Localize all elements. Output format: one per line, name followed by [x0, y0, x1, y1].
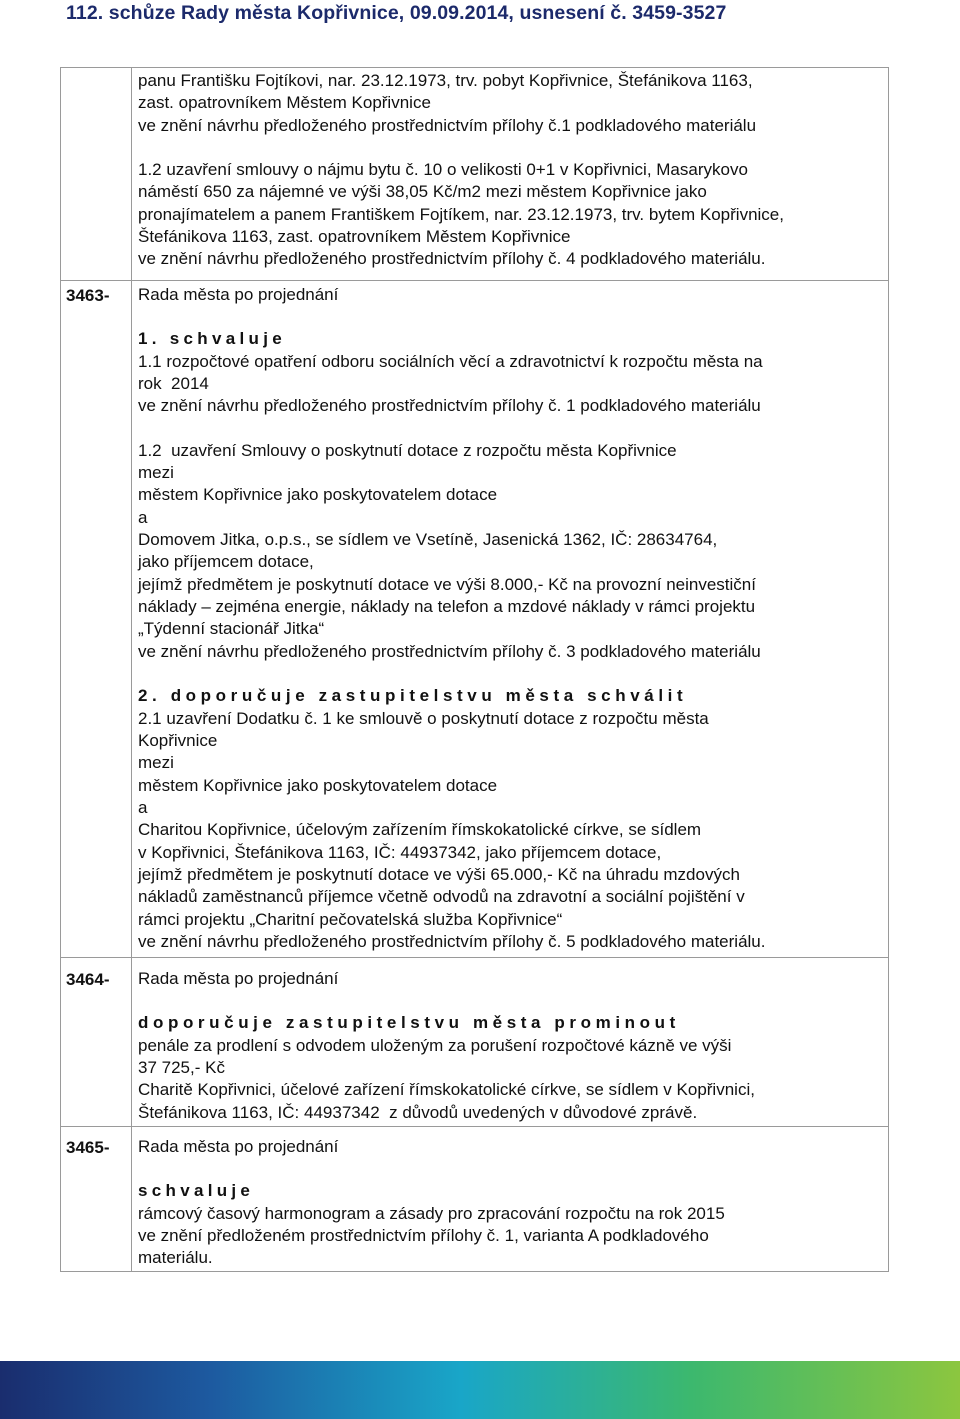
text-line: ve znění návrhu předloženého prostřednictvím přílohy č. 5 podkladového materiálu.	[138, 931, 766, 951]
resolution-number: 3465-	[66, 1138, 110, 1157]
resolution-3463	[138, 284, 886, 953]
row-divider	[60, 1126, 889, 1127]
text-line: ve znění návrhu předloženého prostřednictvím přílohy č. 1 podkladového materiálu	[138, 396, 761, 416]
text-line: 1.1 rozpočtové opatření odboru sociálních věcí a zdravotnictví k rozpočtu města na	[138, 351, 763, 371]
text-line: jejímž předmětem je poskytnutí dotace ve výši 65.000,- Kč na úhradu mzdových	[138, 864, 740, 884]
column-divider	[131, 67, 132, 1272]
text-line: pronajímatelem a panem Františkem Fojtíkem, nar. 23.12.1973, trv. bytem Kopřivnice,	[138, 204, 784, 224]
resolution-intro: Rada města po projednání	[138, 969, 339, 988]
resolution-heading: 1. schvaluje	[138, 329, 286, 349]
text-line: a	[138, 507, 148, 527]
text-line: 37 725,- Kč	[138, 1058, 225, 1078]
resolution-number: 3463-	[66, 286, 110, 305]
text-line: ve znění návrhu předloženého prostřednictvím přílohy č. 3 podkladového materiálu	[138, 641, 761, 661]
text-line: Kopřivnice	[138, 730, 218, 750]
page-title: 112. schůze Rady města Kopřivnice, 09.09.2014, usnesení č. 3459-3527	[66, 2, 727, 24]
text-line: mezi	[138, 463, 174, 483]
resolution-3464	[138, 968, 886, 1124]
text-line: panu Františku Fojtíkovi, nar. 23.12.1973, trv. pobyt Kopřivnice, Štefánikova 1163,	[138, 71, 753, 90]
footer-gradient-bar	[0, 1361, 960, 1419]
text-line: penále za prodlení s odvodem uloženým za porušení rozpočtové kázně ve výši	[138, 1035, 732, 1055]
text-line: Charitě Kopřivnici, účelové zařízení římskokatolické církve, se sídlem v Kopřivnici,	[138, 1080, 755, 1100]
resolution-continuation	[138, 70, 886, 271]
text-line: Štefánikova 1163, IČ: 44937342 z důvodů uvedených v důvodové zprávě.	[138, 1102, 698, 1122]
resolution-heading: doporučuje zastupitelstvu města prominout	[138, 1013, 680, 1033]
text-line: ve znění návrhu předloženého prostřednictvím přílohy č.1 podkladového materiálu	[138, 115, 757, 135]
text-line: městem Kopřivnice jako poskytovatelem dotace	[138, 775, 498, 795]
text-line: městem Kopřivnice jako poskytovatelem dotace	[138, 485, 498, 505]
resolution-intro: Rada města po projednání	[138, 1137, 339, 1156]
resolution-3465	[138, 1136, 886, 1270]
text-line: Domovem Jitka, o.p.s., se sídlem ve Vsetíně, Jasenická 1362, IČ: 28634764,	[138, 530, 718, 550]
text-line: zast. opatrovníkem Městem Kopřivnice	[138, 93, 431, 113]
text-line: 2.1 uzavření Dodatku č. 1 ke smlouvě o poskytnutí dotace z rozpočtu města	[138, 708, 709, 728]
text-line: rámcový časový harmonogram a zásady pro zpracování rozpočtu na rok 2015	[138, 1203, 725, 1223]
text-line: náklady – zejména energie, náklady na telefon a mzdové náklady v rámci projektu	[138, 597, 756, 617]
resolution-heading: 2. doporučuje zastupitelstvu města schválit	[138, 686, 688, 706]
text-line: nákladů zaměstnanců příjemce včetně odvodů na zdravotní a sociální pojištění v	[138, 887, 745, 907]
text-line: rok 2014	[138, 374, 209, 394]
text-line: ve znění předloženém prostřednictvím přílohy č. 1, varianta A podkladového	[138, 1226, 709, 1246]
text-line: jako příjemcem dotace,	[138, 552, 314, 572]
text-line: a	[138, 797, 148, 817]
row-divider	[60, 957, 889, 958]
row-divider	[60, 280, 889, 281]
text-line: 1.2 uzavření Smlouvy o poskytnutí dotace z rozpočtu města Kopřivnice	[138, 440, 677, 460]
text-line: ve znění návrhu předloženého prostřednictvím přílohy č. 4 podkladového materiálu.	[138, 249, 766, 269]
text-line: rámci projektu „Charitní pečovatelská služba Kopřivnice“	[138, 909, 563, 929]
text-line: 1.2 uzavření smlouvy o nájmu bytu č. 10 o velikosti 0+1 v Kopřivnici, Masarykovo	[138, 160, 748, 180]
resolution-heading: schvaluje	[138, 1181, 255, 1201]
text-line: „Týdenní stacionář Jitka“	[138, 619, 325, 639]
resolution-intro: Rada města po projednání	[138, 285, 339, 304]
text-line: materiálu.	[138, 1248, 213, 1268]
text-line: Charitou Kopřivnice, účelovým zařízením římskokatolické církve, se sídlem	[138, 820, 702, 840]
text-line: jejímž předmětem je poskytnutí dotace ve výši 8.000,- Kč na provozní neinvestiční	[138, 574, 756, 594]
text-line: mezi	[138, 753, 174, 773]
text-line: Štefánikova 1163, zast. opatrovníkem Městem Kopřivnice	[138, 227, 571, 247]
text-line: náměstí 650 za nájemné ve výši 38,05 Kč/m2 mezi městem Kopřivnice jako	[138, 182, 707, 202]
resolution-number: 3464-	[66, 970, 110, 989]
text-line: v Kopřivnici, Štefánikova 1163, IČ: 44937342, jako příjemcem dotace,	[138, 842, 662, 862]
